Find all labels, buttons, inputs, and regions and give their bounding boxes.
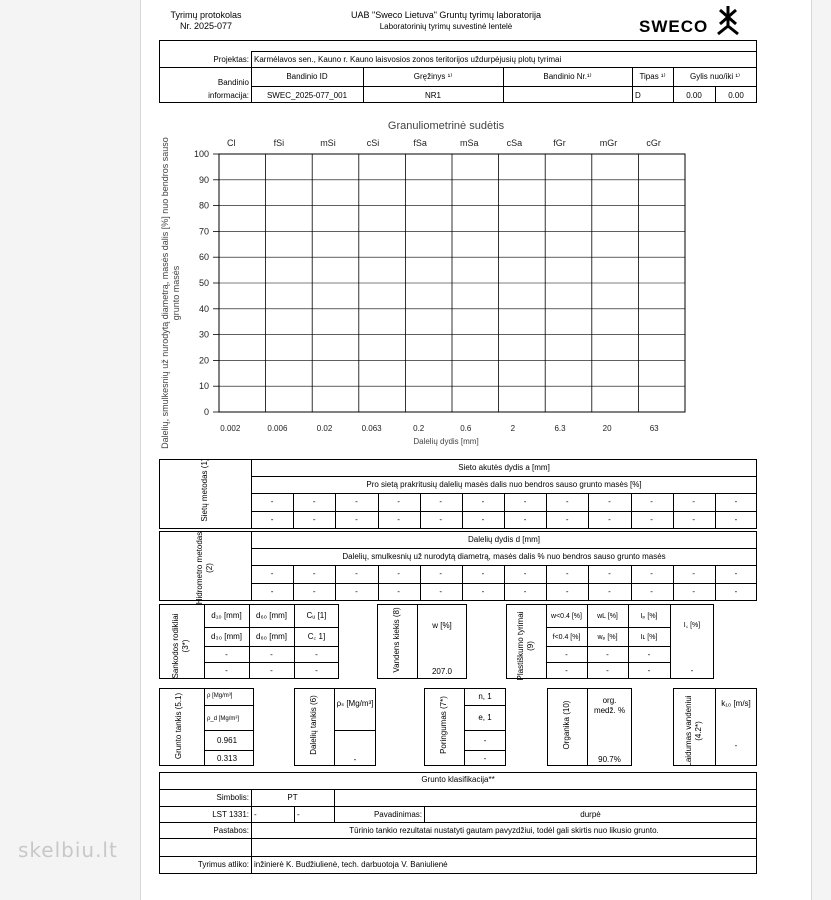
hydrometer-cell: - — [523, 587, 527, 596]
protocol-title: Tyrimų protokolas — [170, 10, 242, 20]
symbol-label: Simbolis: — [216, 793, 249, 802]
chart-fraction-label: fSa — [413, 138, 427, 148]
grading-side-label: Sankodos rodikliai (3*) — [171, 613, 190, 679]
permeability-side-label: Laidumas vandeniui (4.2*) — [684, 695, 703, 767]
plasticity-f04: f<0.4 [%] — [552, 634, 581, 641]
plasticity-ic: I꜀ [%] — [683, 622, 701, 629]
hydrometer-cell: - — [650, 587, 653, 596]
chart-y-tick-label: 80 — [198, 200, 209, 211]
chart-y-tick-label: 40 — [198, 303, 209, 314]
notes-label: Pastabos: — [213, 826, 249, 835]
organic-value: 90.7% — [598, 755, 621, 764]
grading-d10: d₁₀ [mm] — [211, 611, 242, 620]
particle-density-side-label: Dalelių tankis (6) — [309, 695, 318, 755]
sieve-cell: - — [523, 497, 527, 506]
plasticity-w04: w<0.4 [%] — [551, 613, 582, 620]
hydrometer-cell: - — [270, 587, 274, 596]
sieve-header: Sieto akutės dydis a [mm] — [458, 463, 550, 472]
water-label: w [%] — [432, 621, 452, 630]
col-sample-no: Bandinio Nr.¹⁾ — [543, 72, 592, 81]
chart-x-tick-label: 6.3 — [554, 424, 566, 433]
company-lab: UAB "Sweco Lietuva" Gruntų tyrimų laboratorija — [351, 10, 541, 20]
sieve-cell: - — [692, 515, 696, 524]
plasticity-v4: - — [565, 666, 568, 675]
chart-title: Granuliometrinė sudėtis — [387, 120, 505, 132]
project-value: Karmėlavos sen., Kauno r. Kauno laisvosios zonos teritorijos uždurpėjusių plotų tyrimai — [254, 55, 562, 64]
depth-from-value: 0.00 — [686, 91, 702, 100]
name-value: durpė — [580, 810, 601, 819]
density-rho-value: 0.961 — [217, 736, 238, 745]
hydrometer-cell: - — [355, 569, 358, 578]
col-type: Tipas ¹⁾ — [639, 72, 666, 81]
density-rhod-value: 0.313 — [217, 754, 238, 763]
porosity-e-value: - — [483, 754, 487, 763]
chart-y-tick-label: 10 — [198, 381, 209, 392]
chart-x-tick-label: 63 — [649, 424, 659, 433]
porosity-n-label: n, 1 — [478, 692, 492, 701]
grading-v6: - — [315, 666, 318, 675]
project-label: Projektas: — [213, 55, 249, 64]
lst-label: LST 1331: — [212, 810, 249, 819]
classification-header: Grunto klasifikacija** — [421, 775, 495, 784]
hydrometer-cell: - — [481, 569, 485, 578]
report-subtitle: Laboratorinių tyrimų suvestinė lentelė — [379, 22, 513, 31]
sieve-cell: - — [650, 497, 653, 506]
grading-v4: - — [225, 666, 228, 675]
watermark: skelbiu.lt — [18, 838, 118, 862]
hydrometer-cell: - — [734, 569, 738, 578]
sieve-subheader: Pro sietą prakritusių dalelių masės dalis nuo bendros sauso grunto masės [%] — [366, 480, 642, 489]
sieve-cell: - — [270, 515, 274, 524]
hydrometer-cell: - — [523, 569, 527, 578]
chart-y-tick-label: 0 — [203, 407, 209, 417]
col-depth: Gylis nuo/iki ¹⁾ — [690, 72, 740, 81]
performed-label: Tyrimus atliko: — [197, 860, 249, 869]
grading-v5: - — [270, 666, 273, 675]
sieve-cell: - — [608, 515, 611, 524]
type-value: D — [635, 91, 641, 100]
grading-v3: - — [315, 650, 318, 659]
hydrometer-cell: - — [481, 587, 485, 596]
organic-side-label: Organika (10) — [562, 700, 571, 750]
sieve-cell: - — [312, 515, 316, 524]
chart-x-tick-label: 20 — [602, 424, 612, 433]
chart-x-tick-label: 2 — [510, 424, 516, 433]
depth-to-value: 0.00 — [728, 91, 744, 100]
sieve-cell: - — [523, 515, 527, 524]
porosity-n-value: - — [483, 736, 487, 745]
sieve-cell: - — [397, 497, 400, 506]
sample-id-value: SWEC_2025-077_001 — [266, 91, 348, 100]
chart-x-tick-label: 0.002 — [220, 424, 241, 433]
organic-label-1: org. — [602, 696, 617, 705]
water-side-label: Vandens kiekis (8) — [392, 607, 401, 673]
organic-label-2: medž. % — [593, 706, 626, 715]
sieve-cell: - — [397, 515, 400, 524]
sieve-cell: - — [355, 497, 358, 506]
hydrometer-cell: - — [312, 569, 316, 578]
plasticity-side-label: Plastiškumo tyrimai (9) — [516, 611, 535, 681]
chart-fraction-label: cSi — [366, 138, 380, 148]
symbol-value: PT — [287, 793, 298, 802]
hydrometer-cell: - — [439, 569, 443, 578]
water-value: 207.0 — [431, 667, 453, 676]
protocol-number: Nr. 2025-077 — [179, 21, 233, 31]
grading-d60: d₆₀ [mm] — [256, 611, 287, 620]
grading-d30: d₃₀ [mm] — [210, 632, 243, 641]
density-side-label: Grunto tankis (5.1) — [174, 692, 183, 760]
grading-v1: - — [225, 650, 228, 659]
chart-y-tick-label: 70 — [198, 226, 209, 237]
grading-cc: C꜀ 1] — [307, 632, 326, 641]
plasticity-il: Iʟ [%] — [640, 634, 658, 641]
chart-y-tick-label: 30 — [198, 329, 209, 340]
sieve-cell: - — [734, 515, 738, 524]
lst-value-1: - — [254, 810, 257, 819]
hydrometer-side-label: Hidrometro metodas (2) — [195, 531, 214, 605]
chart-y-label: Dalelių, smulkesnių už nurodytą diametrą, masės dalis [%] nuo bendros sauso grunto masės — [160, 137, 181, 449]
hydrometer-cell: - — [355, 587, 358, 596]
hydrometer-header: Dalelių dydis d [mm] — [467, 535, 541, 544]
porosity-e-label: e, 1 — [478, 713, 492, 722]
density-rho-label: ρ [Mg/m³] — [207, 693, 233, 699]
performed-value: inžinierė K. Budžiulienė, tech. darbuotoja V. Baniulienė — [254, 860, 448, 869]
sieve-cell: - — [439, 497, 443, 506]
sieve-side-label: Sietų metodas (1) — [200, 458, 209, 522]
hydrometer-cell: - — [565, 569, 569, 578]
sieve-cell: - — [439, 515, 443, 524]
hydrometer-cell: - — [692, 587, 696, 596]
hydrometer-cell: - — [312, 587, 316, 596]
sample-label-1: Bandinio — [217, 78, 249, 87]
sieve-cell: - — [481, 515, 485, 524]
hydrometer-cell: - — [650, 569, 653, 578]
plasticity-ip: Iₚ [%] — [640, 613, 658, 620]
plasticity-v1: - — [565, 650, 568, 659]
chart-x-tick-label: 0.063 — [361, 424, 382, 433]
hydrometer-cell: - — [692, 569, 696, 578]
hydrometer-cell: - — [397, 569, 400, 578]
hydrometer-cell: - — [397, 587, 400, 596]
sieve-cell: - — [734, 497, 738, 506]
chart-fraction-label: mGr — [599, 138, 618, 148]
plasticity-v5: - — [606, 666, 609, 675]
chart-y-tick-label: 90 — [198, 174, 209, 185]
sieve-cell: - — [270, 497, 274, 506]
chart-x-tick-label: 0.006 — [267, 424, 288, 433]
sieve-cell: - — [565, 515, 569, 524]
particle-density-label: ρₛ [Mg/m³] — [336, 699, 374, 708]
col-borehole: Gręžinys ¹⁾ — [413, 72, 453, 81]
hydrometer-cell: - — [439, 587, 443, 596]
chart-fraction-label: cGr — [646, 138, 661, 148]
hydrometer-cell: - — [270, 569, 274, 578]
sieve-cell: - — [608, 497, 611, 506]
report-sheet — [140, 0, 812, 900]
plasticity-v3: - — [647, 650, 651, 659]
col-sample-id: Bandinio ID — [286, 72, 328, 81]
plasticity-wl: wL [%] — [597, 613, 618, 620]
sieve-cell: - — [650, 515, 653, 524]
chart-y-tick-label: 60 — [198, 252, 209, 263]
sieve-cell: - — [355, 515, 358, 524]
chart-fraction-label: mSi — [320, 138, 336, 148]
chart-y-tick-label: 100 — [193, 149, 209, 159]
permeability-value: - — [734, 741, 738, 750]
classification-block — [159, 772, 757, 874]
borehole-value: NR1 — [424, 91, 441, 100]
plasticity-v6: - — [647, 666, 651, 675]
granulometry-chart — [141, 130, 811, 440]
sieve-cell: - — [692, 497, 696, 506]
notes-value: Tūrinio tankio rezultatai nustatyti gautam pavyzdžiui, todėl gali skirtis nuo likusio grunto. — [349, 826, 659, 835]
particle-density-value: - — [353, 755, 357, 764]
hydrometer-cell: - — [608, 569, 611, 578]
plasticity-wp: wₚ [%] — [597, 634, 618, 641]
grading-cu: Cᵤ [1] — [306, 611, 327, 620]
plasticity-v7: - — [690, 666, 694, 675]
chart-fraction-label: Cl — [227, 138, 236, 148]
sieve-cell: - — [481, 497, 485, 506]
hydrometer-subheader: Dalelių, smulkesnių už nurodytą diametrą, masės dalis % nuo bendros sauso grunto masės — [342, 552, 666, 561]
porosity-side-label: Poringumas (7*) — [439, 696, 448, 754]
chart-x-tick-label: 0.2 — [413, 424, 425, 433]
name-label: Pavadinimas: — [373, 810, 422, 819]
grading-d60b: d₆₀ [mm] — [256, 632, 287, 641]
grading-v2: - — [270, 650, 273, 659]
density-rhod-label: ρ_d [Mg/m³] — [207, 716, 240, 722]
chart-x-tick-label: 0.6 — [460, 424, 472, 433]
sample-label-2: informacija: — [208, 91, 249, 100]
lst-value-2: - — [297, 810, 300, 819]
chart-x-tick-label: 0.02 — [316, 424, 333, 433]
sieve-cell: - — [312, 497, 316, 506]
chart-fraction-label: mSa — [460, 138, 479, 148]
hydrometer-cell: - — [608, 587, 611, 596]
hydrometer-cell: - — [734, 587, 738, 596]
hydrometer-cell: - — [565, 587, 569, 596]
plasticity-v2: - — [606, 650, 609, 659]
chart-fraction-label: fGr — [553, 138, 566, 148]
sweco-logo-text: SWECO — [639, 17, 709, 36]
sieve-cell: - — [565, 497, 569, 506]
chart-fraction-label: cSa — [506, 138, 523, 148]
chart-y-tick-label: 20 — [198, 355, 209, 366]
permeability-label: k₁₀ [m/s] — [721, 699, 751, 708]
chart-y-tick-label: 50 — [198, 278, 209, 288]
chart-x-label: Dalelių dydis [mm] — [413, 437, 479, 446]
sweco-logo-icon — [716, 6, 746, 36]
chart-fraction-label: fSi — [273, 138, 285, 148]
